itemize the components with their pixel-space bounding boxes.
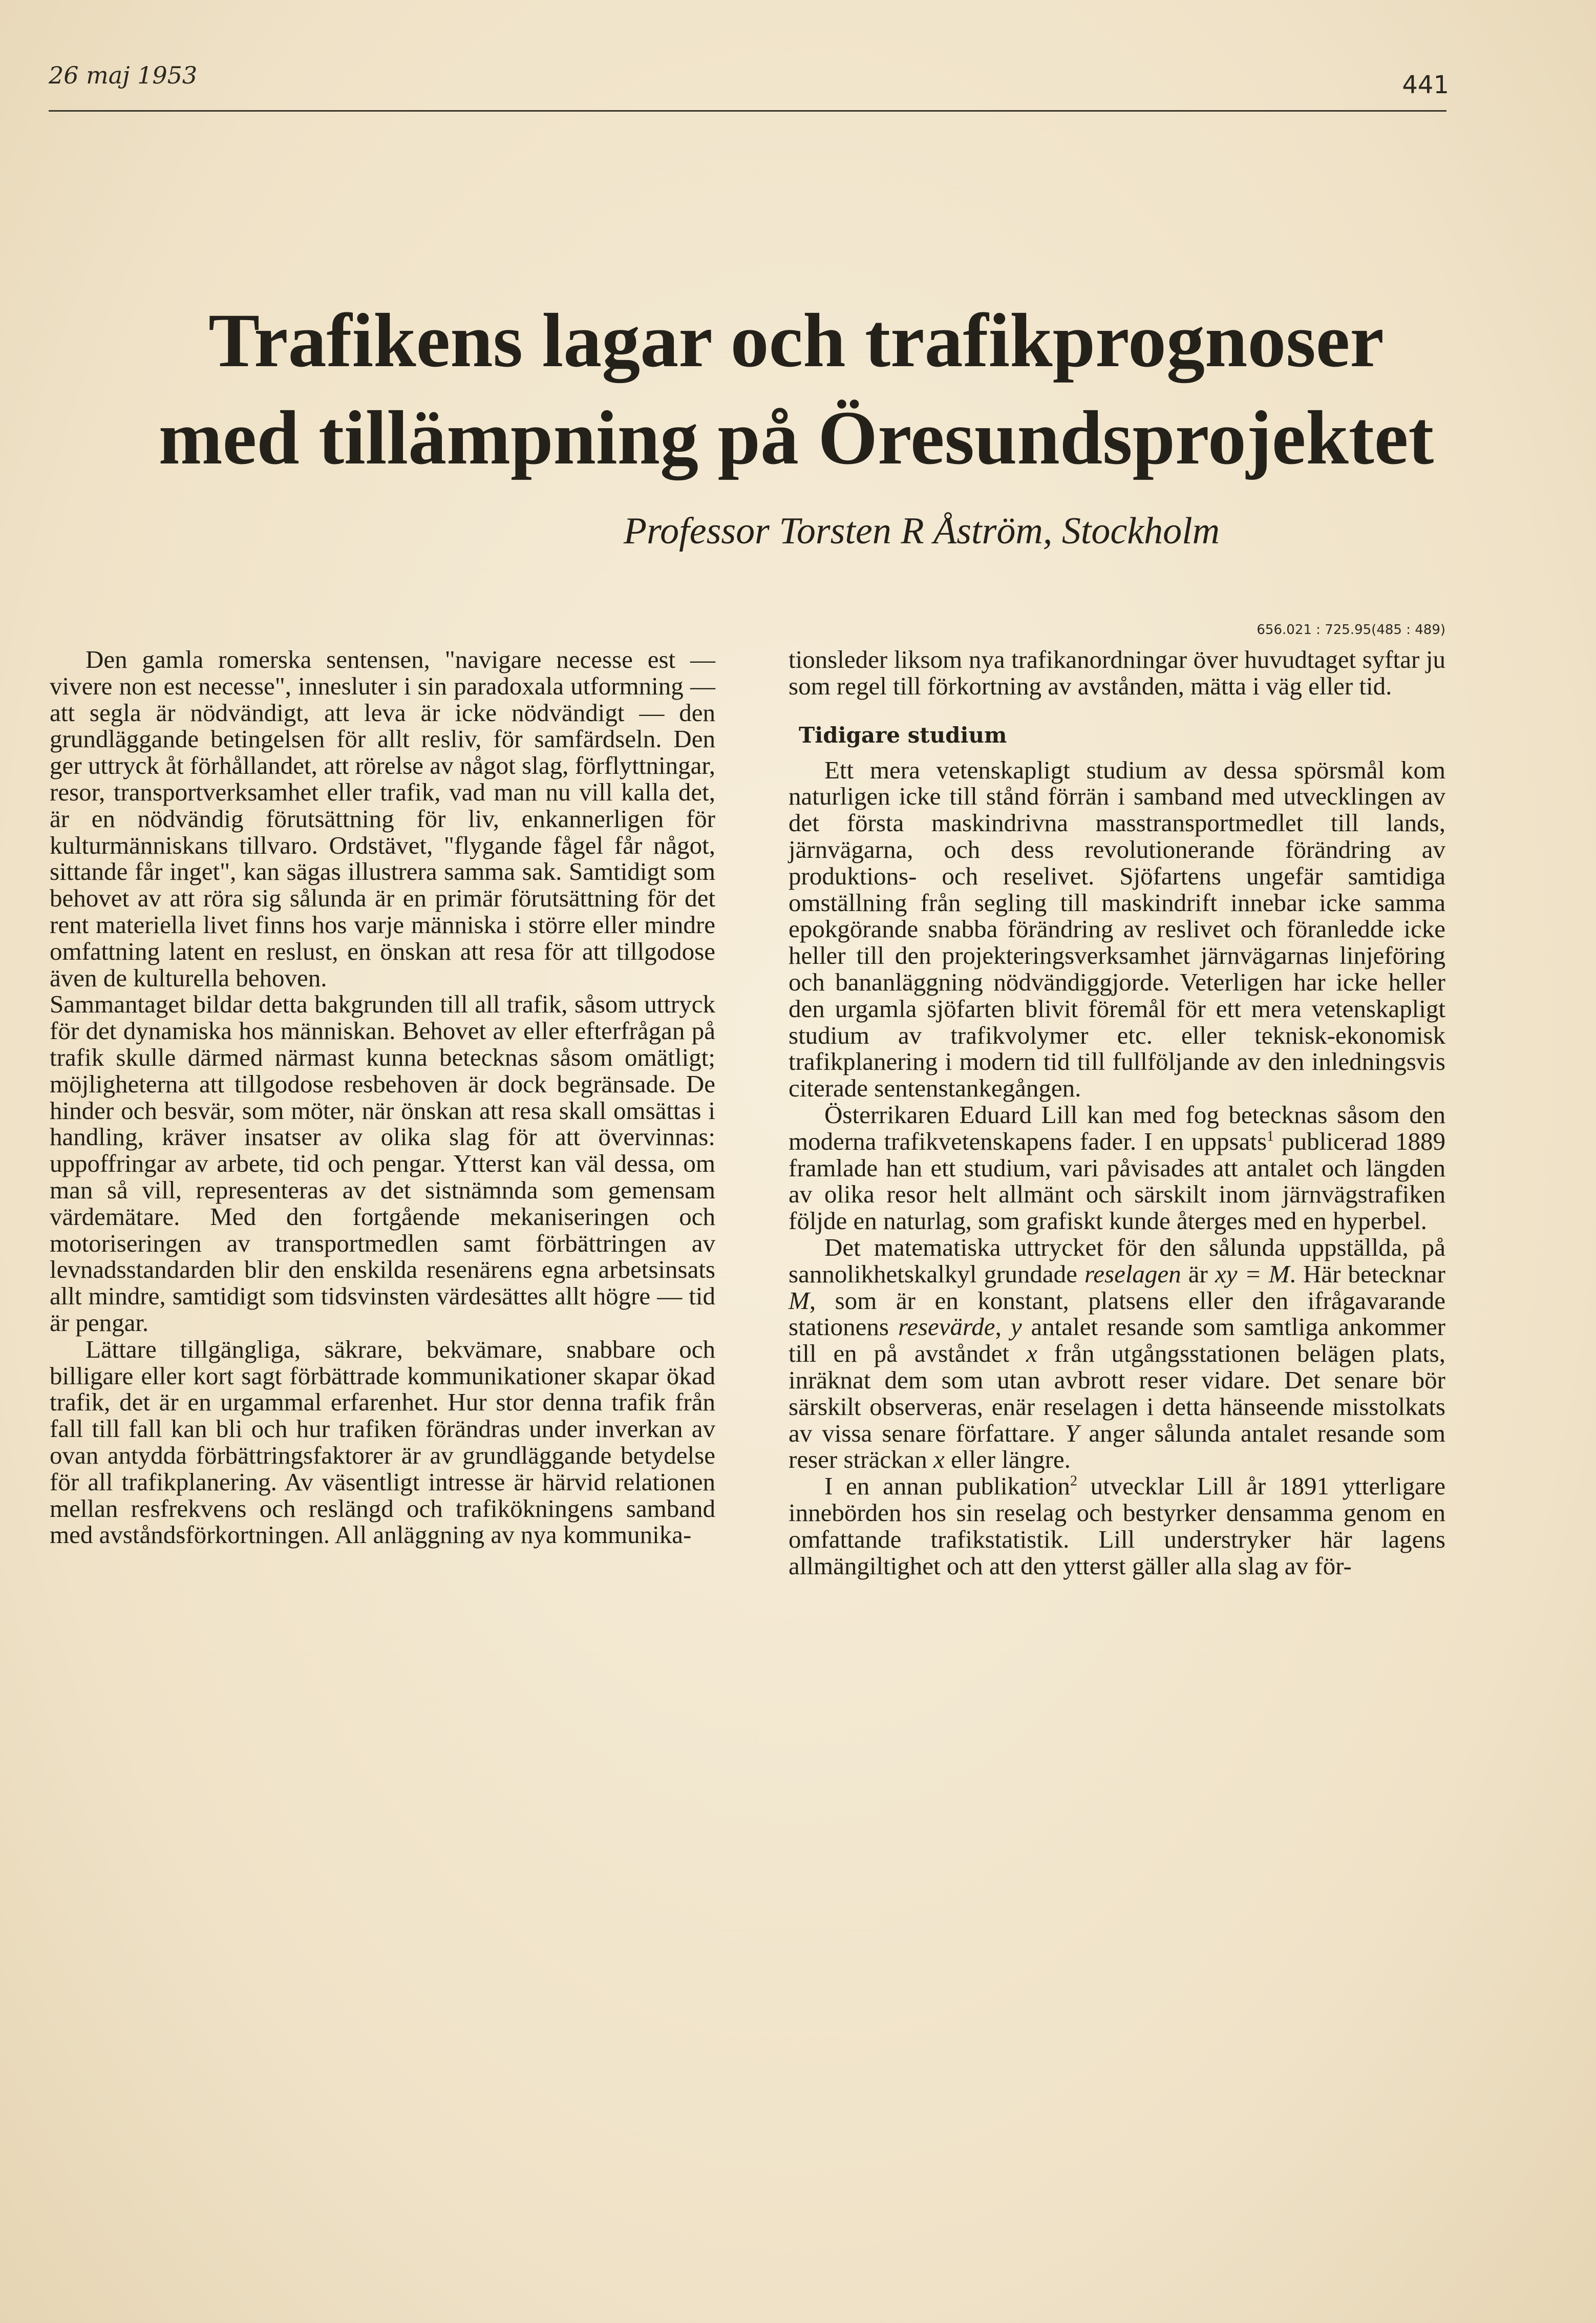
p3-t5: , [995, 1313, 1011, 1341]
title-line-1: Trafikens lagar och trafikprognoser [208, 298, 1384, 383]
p3-t3: . Här betecknar [1289, 1259, 1445, 1288]
var-Y: Y [1065, 1419, 1079, 1447]
author-byline: Professor Torsten R Åström, Stockholm [623, 510, 1220, 552]
left-paragraph-3: Lättare tillgängliga, säkrare, bekvämare, snabbare och billigare eller kort sagt förbättrade kommunikationer skapar ökad trafik, det är en urgammal erfarenhet. Hur stor denna trafik från fall till fall kan bli och hur trafiken förändras under inverkan av ovan antydda förbättringsfaktorer är av grundläggande betydelse för all trafikplanering. Av väsentligt intresse är härvid relationen mellan resfrekvens och reslängd och trafikökningens samband med avståndsförkortningen. All anläggning av nya kommunika- [50, 1335, 715, 1549]
right-continuation: tionsleder liksom nya trafikanordningar över huvudtaget syftar ju som regel till förkortning av avstånden, mätta i väg eller tid. [789, 645, 1445, 700]
left-column [50, 646, 715, 1548]
left-paragraph-2: Sammantaget bildar detta bakgrunden till all trafik, såsom uttryck för det dynamiska hos människan. Behovet av eller efterfrågan på trafik skulle därmed närmast kunna betecknas såsom omätligt; möjligheterna att tillgodose resbehoven är dock begränsade. De hinder och besvär, som möter, när önskan att resa skall omsättas i handling, kräver insatser av olika slag för att övervinnas: uppoffringar av arbete, tid och pengar. Ytterst kan väl dessa, om man så vill, representeras av det sistnämnda som gemensam värdemätare. Med den fortgående mekaniseringen och motoriseringen av transportmedlen samt förbättringen av levnadsstandarden blir den enskilda resenärens egna arbetsinsats allt mindre, samtidigt som tidsvinsten värdesättes allt högre — tid är pengar. [50, 990, 715, 1337]
p3-t9: eller längre. [944, 1445, 1071, 1474]
title-line-2: med tillämpning på Öresundsprojektet [158, 395, 1434, 480]
left-paragraph-1: Den gamla romerska sentensen, "navigare necesse est — vivere non est necesse", innesluter i sin paradoxala utformning — att segla är nödvändigt, att leva är icke nödvändigt — den grundläggande betingelsen för allt resliv, för samfärdseln. Den ger uttryck åt förhållandet, att rörelse av något slag, förflyttningar, resor, transportverksamhet eller trafik, vad man nu vill kalla det, är en nödvändig förutsättning för liv, enkannerligen för kulturmänniskans tillvaro. Ordstävet, "flygande fågel får något, sittande får inget", kan sägas illustrera samma sak. Samtidigt som behovet av att röra sig sålunda är en primär förutsättning för det rent materiella livet finns hos varje människa i större eller mindre omfattning latent en reslust, en önskan att resa för att tillgodose även de kulturella behoven. [50, 645, 715, 992]
section-heading: Tidigare studium [799, 722, 1007, 748]
header-date: 26 maj 1953 [49, 61, 198, 89]
p2-text-before: Österrikaren Eduard Lill kan med fog betecknas såsom den moderna trafikvetenskapens fader. I en uppsats [789, 1100, 1445, 1155]
var-y: y [1010, 1313, 1022, 1341]
right-paragraph-1: Ett mera vetenskapligt studium av dessa spörsmål kom naturligen icke till stånd förrän i samband med utvecklingen av det första maskindrivna masstransportmedlet till lands, järnvägarna, och dess revolutionerande förändring av produktions- och reselivet. Sjöfartens ungefär samtidiga omställning från segling till maskindrift innebar icke samma epokgörande snabba förändring av reslivet och föranledde icke heller till den projekteringsverksamhet järnvägarnas linjeföring och bananläggning nödvändiggjorde. Veterligen har icke heller den urgamla sjöfarten blivit föremål för ett mera vetenskapligt studium av trafikvolymer etc. eller teknisk-ekonomisk trafikplanering i modern tid till fullföljande av den inledningsvis citerade sentenstankegången. [789, 755, 1445, 1103]
var-M: M [789, 1286, 810, 1315]
footnote-ref-2: 2 [1070, 1473, 1077, 1489]
article-title [77, 292, 1516, 487]
p3-t6: antalet resande som samtliga ankommer till en på avståndet [789, 1313, 1446, 1368]
p3-t4: , som är en konstant, platsens eller den ifrågavarande stationens [789, 1286, 1445, 1341]
footnote-ref-1: 1 [1267, 1128, 1274, 1145]
p3-t2: är [1181, 1259, 1215, 1288]
p4-text-after: utvecklar Lill år 1891 ytterligare innebörden hos sin reselag och bestyrker densamma genom en omfattande trafikstatistik. Lill understryker här lagens allmängiltighet och att den ytterst gäller alla slag av för- [789, 1472, 1445, 1580]
var-x-2: x [933, 1445, 945, 1474]
header-rule [49, 110, 1446, 112]
p3-t1: Det matematiska uttrycket för den sålunda uppställda, på sannolikhetskalkyl grundade [789, 1233, 1445, 1288]
p3-t8: anger sålunda antalet resande som reser sträckan [789, 1419, 1445, 1474]
page-number: 441 [1402, 71, 1449, 99]
term-resevarde: resevärde [898, 1313, 995, 1341]
p3-t7: från utgångsstationen belägen plats, inräknat dem som utan avbrott reser vidare. Det senare bör särskilt observeras, enär reselagen i detta hänseende misstolkats av vissa senare författare. [789, 1339, 1445, 1447]
right-paragraph-3 [789, 1234, 1445, 1473]
udc-classification: 656.021 : 725.95(485 : 489) [1257, 622, 1445, 638]
right-paragraph-2 [789, 1102, 1445, 1234]
right-paragraph-4 [789, 1473, 1445, 1579]
term-reselagen: reselagen [1084, 1259, 1181, 1288]
p4-text-before: I en annan publikation [824, 1472, 1070, 1501]
right-column [789, 646, 1445, 1579]
p2-text-after: publicerad 1889 framlade han ett studium, vari påvisades att antalet och längden av olika resor helt allmänt och särskilt inom järnvägstrafiken följde en naturlag, som grafiskt kunde återges med en hyperbel. [789, 1127, 1445, 1235]
formula: xy = M [1215, 1259, 1290, 1288]
var-x: x [1026, 1339, 1037, 1368]
